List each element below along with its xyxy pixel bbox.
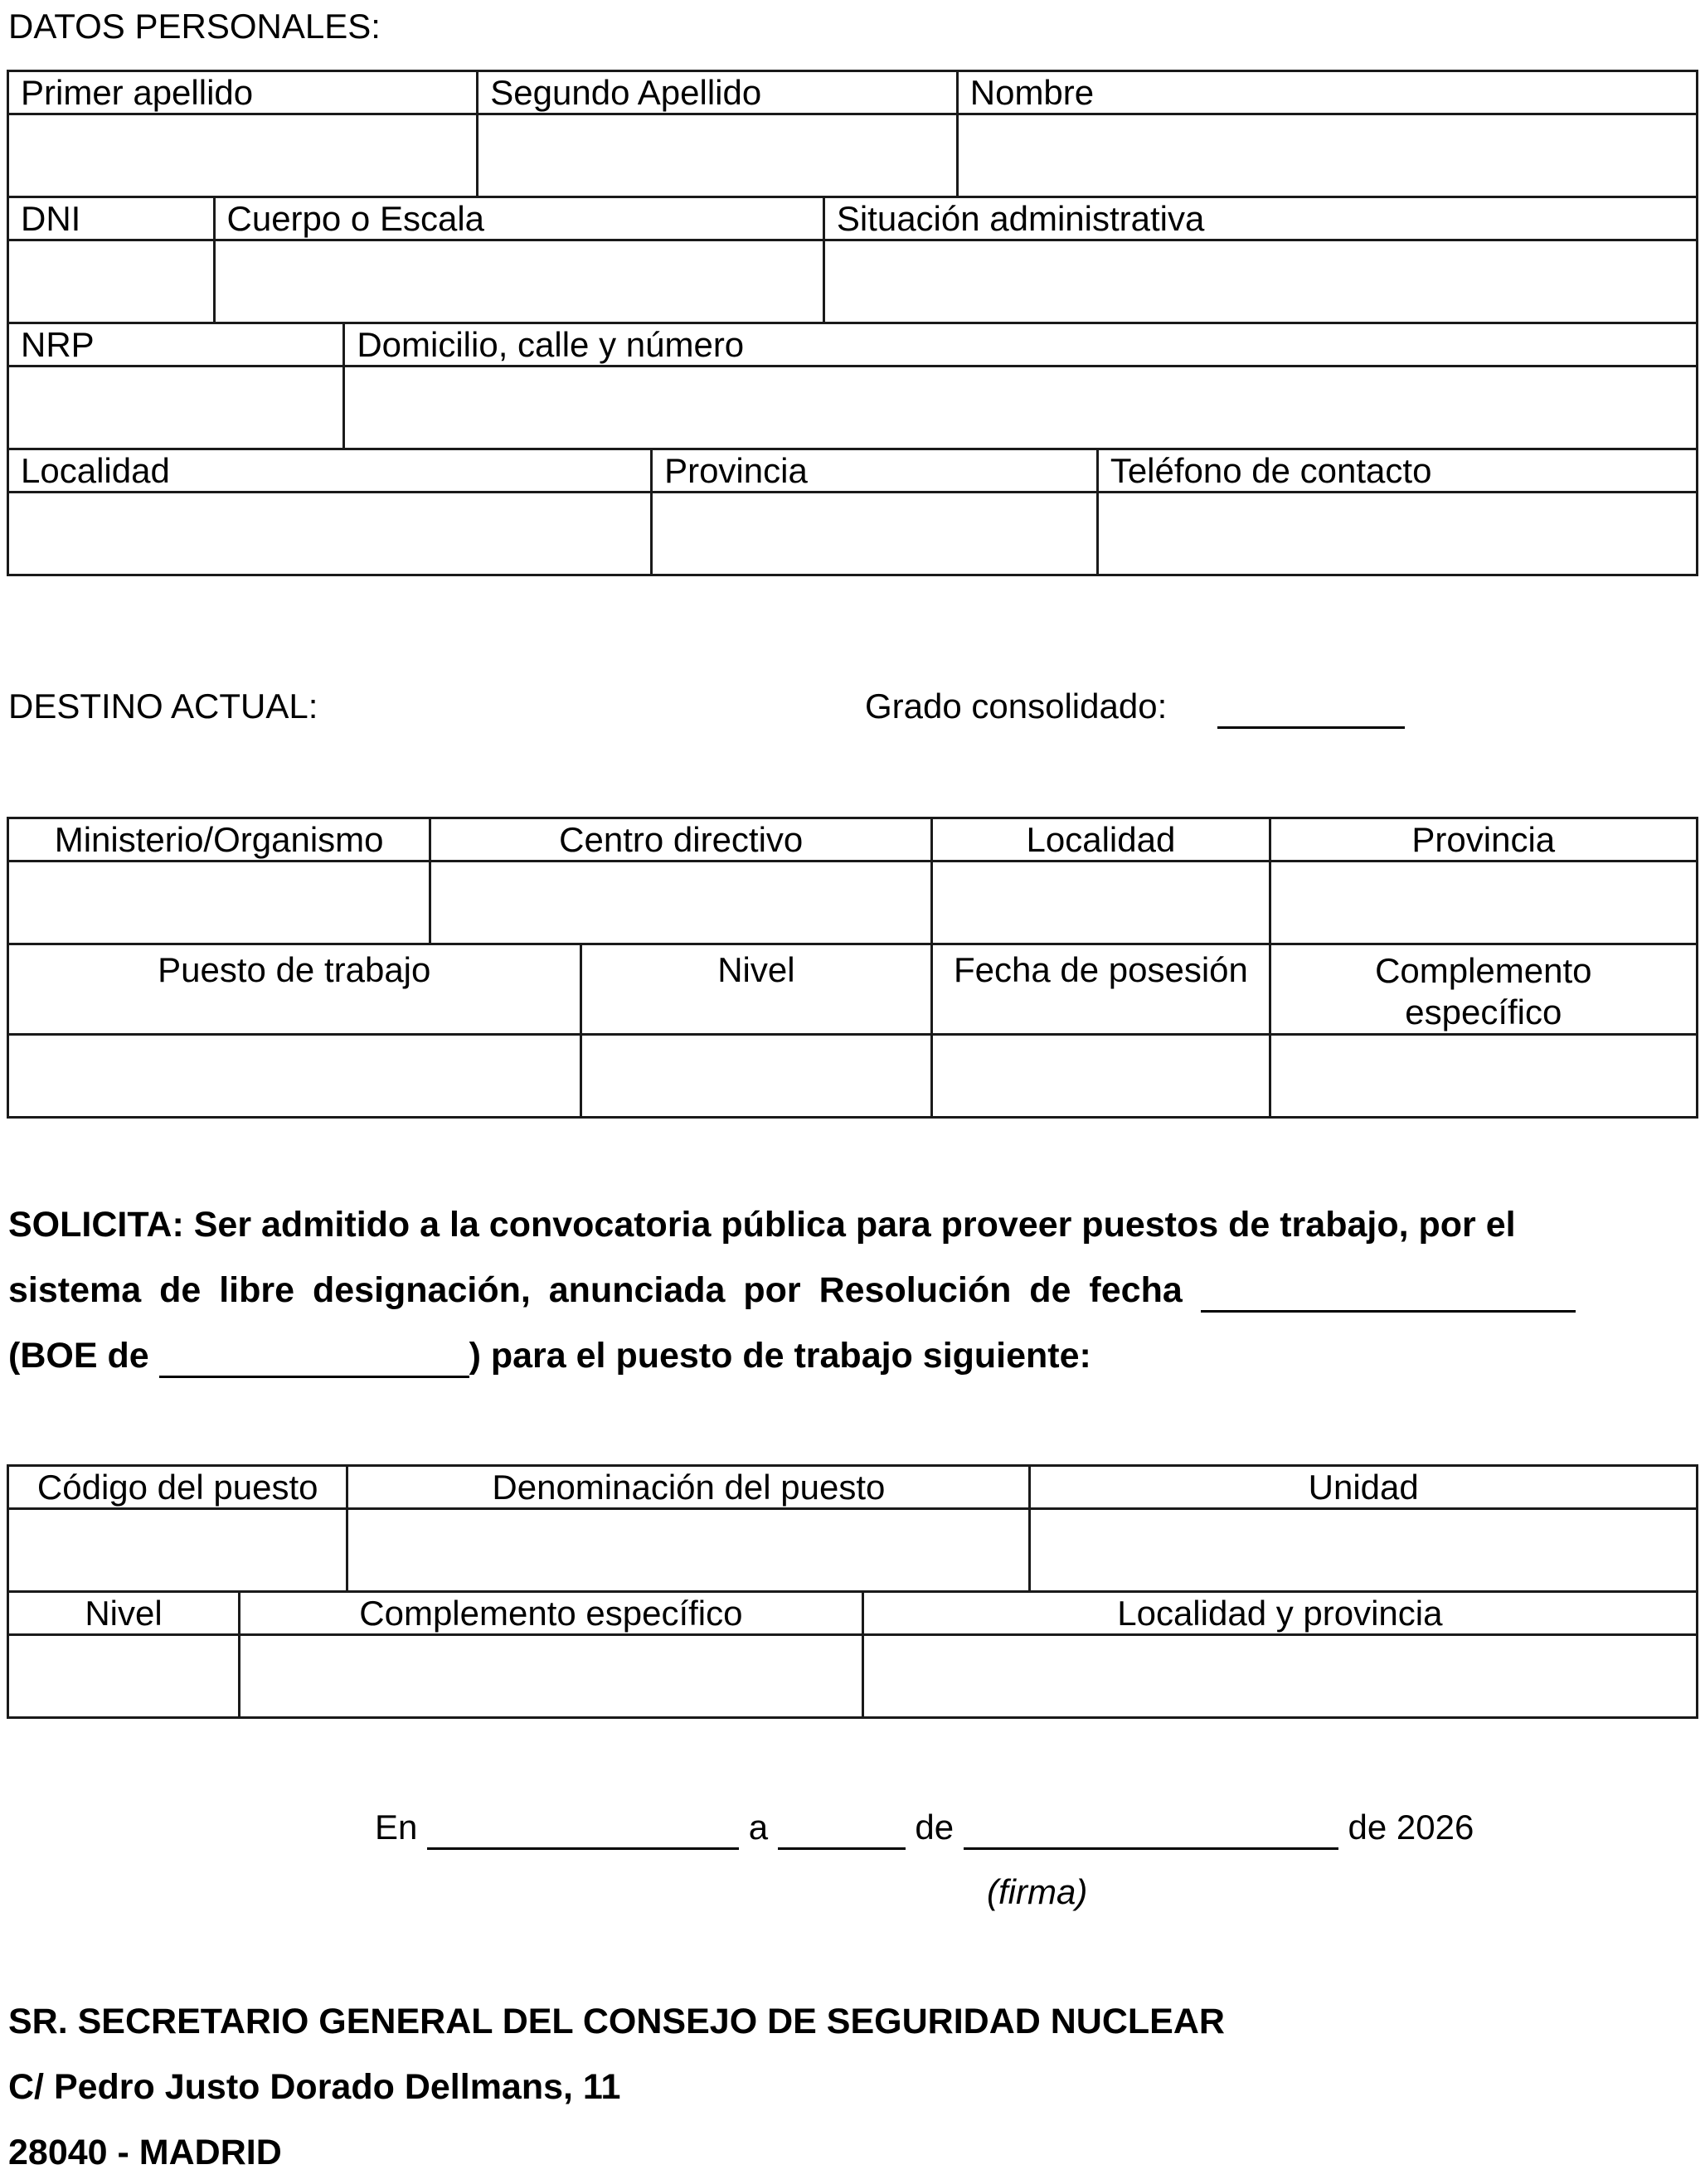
destinatario-line1: SR. SECRETARIO GENERAL DEL CONSEJO DE SEGURIDAD NUCLEAR — [8, 2002, 1225, 2041]
destinatario-line3: 28040 - MADRID — [8, 2133, 282, 2172]
puesto-complemento-label: Complemento específico — [240, 1592, 863, 1635]
localidad-provincia-label: Localidad y provincia — [862, 1592, 1697, 1635]
localidad-field[interactable] — [9, 517, 650, 554]
solicita-line1: SOLICITA: Ser admitido a la convocatoria pública para proveer puestos de trabajo, por el — [8, 1205, 1516, 1245]
denominacion-puesto-label: Denominación del puesto — [347, 1466, 1030, 1509]
solicita-line2-text: sistema de libre designación, anunciada por Resolución de fecha — [8, 1270, 1183, 1310]
de-label: de — [915, 1808, 955, 1847]
nombre-label: Nombre — [957, 71, 1697, 114]
complemento-especifico-field[interactable] — [1271, 1059, 1696, 1096]
solicita-line2 — [8, 1258, 1601, 1323]
codigo-puesto-field[interactable] — [9, 1533, 346, 1570]
dia-field[interactable] — [778, 1813, 906, 1850]
situacion-administrativa-field[interactable] — [825, 265, 1696, 302]
localidad-provincia-field[interactable] — [864, 1659, 1696, 1696]
puesto-solicitado-table — [7, 1464, 1698, 1719]
destino-nivel-label: Nivel — [580, 944, 932, 1035]
cuerpo-escala-field[interactable] — [216, 265, 823, 302]
puesto-nivel-field[interactable] — [9, 1659, 238, 1696]
nrp-field[interactable] — [9, 391, 342, 428]
cuerpo-escala-label: Cuerpo o Escala — [214, 197, 823, 240]
complemento-line1: Complemento — [1375, 951, 1592, 990]
destino-actual-table — [7, 817, 1698, 1119]
telefono-field[interactable] — [1099, 517, 1696, 554]
lugar-field[interactable] — [427, 1813, 739, 1850]
destinatario-line2: C/ Pedro Justo Dorado Dellmans, 11 — [8, 2067, 621, 2107]
destino-localidad-label: Localidad — [932, 818, 1270, 861]
puesto-trabajo-label: Puesto de trabajo — [8, 944, 581, 1035]
personal-data-table — [7, 70, 1698, 576]
centro-directivo-field[interactable] — [431, 886, 930, 923]
primer-apellido-label: Primer apellido — [8, 71, 478, 114]
codigo-puesto-label: Código del puesto — [8, 1466, 347, 1509]
localidad-label: Localidad — [8, 449, 652, 493]
domicilio-field[interactable] — [345, 391, 1696, 428]
grado-consolidado-label: Grado consolidado: — [865, 687, 1168, 726]
personal-data-title: DATOS PERSONALES: — [8, 7, 381, 46]
puesto-nivel-label: Nivel — [8, 1592, 240, 1635]
nombre-field[interactable] — [959, 138, 1696, 176]
destino-localidad-field[interactable] — [933, 886, 1268, 923]
a-label: a — [748, 1808, 769, 1847]
nrp-label: NRP — [8, 323, 344, 366]
solicita-line3-prefix: (BOE de — [8, 1336, 149, 1376]
destino-provincia-label: Provincia — [1270, 818, 1697, 861]
complemento-line2: específico — [1405, 993, 1562, 1031]
unidad-label: Unidad — [1030, 1466, 1698, 1509]
domicilio-label: Domicilio, calle y número — [344, 323, 1698, 366]
solicita-line3 — [8, 1323, 1601, 1389]
telefono-label: Teléfono de contacto — [1097, 449, 1697, 493]
fecha-posesion-field[interactable] — [933, 1059, 1268, 1096]
solicita-line3-suffix: ) para el puesto de trabajo siguiente: — [469, 1336, 1091, 1376]
denominacion-puesto-field[interactable] — [348, 1533, 1028, 1570]
destino-provincia-field[interactable] — [1271, 886, 1696, 923]
destino-nivel-field[interactable] — [582, 1059, 931, 1096]
mes-field[interactable] — [964, 1813, 1338, 1850]
primer-apellido-field[interactable] — [9, 138, 476, 176]
dni-label: DNI — [8, 197, 215, 240]
provincia-field[interactable] — [653, 517, 1096, 554]
centro-directivo-label: Centro directivo — [430, 818, 932, 861]
complemento-especifico-label — [1270, 944, 1697, 1035]
destino-actual-title: DESTINO ACTUAL: — [8, 687, 318, 726]
resolucion-fecha-field[interactable] — [1201, 1275, 1576, 1313]
segundo-apellido-label: Segundo Apellido — [478, 71, 957, 114]
en-label: En — [375, 1808, 418, 1847]
segundo-apellido-field[interactable] — [478, 138, 955, 176]
puesto-trabajo-field[interactable] — [9, 1059, 580, 1096]
ministerio-field[interactable] — [9, 886, 429, 923]
situacion-administrativa-label: Situación administrativa — [823, 197, 1697, 240]
puesto-complemento-field[interactable] — [240, 1659, 862, 1696]
unidad-field[interactable] — [1031, 1533, 1696, 1570]
ministerio-label: Ministerio/Organismo — [8, 818, 430, 861]
solicita-paragraph — [8, 1192, 1601, 1389]
boe-fecha-field[interactable] — [159, 1341, 469, 1378]
provincia-label: Provincia — [652, 449, 1098, 493]
date-line — [375, 1808, 1474, 1850]
grado-consolidado-field[interactable] — [1217, 688, 1405, 729]
firma-label: (firma) — [987, 1872, 1088, 1911]
fecha-posesion-label: Fecha de posesión — [932, 944, 1270, 1035]
year-label: de 2026 — [1348, 1808, 1474, 1847]
dni-field[interactable] — [9, 265, 213, 302]
